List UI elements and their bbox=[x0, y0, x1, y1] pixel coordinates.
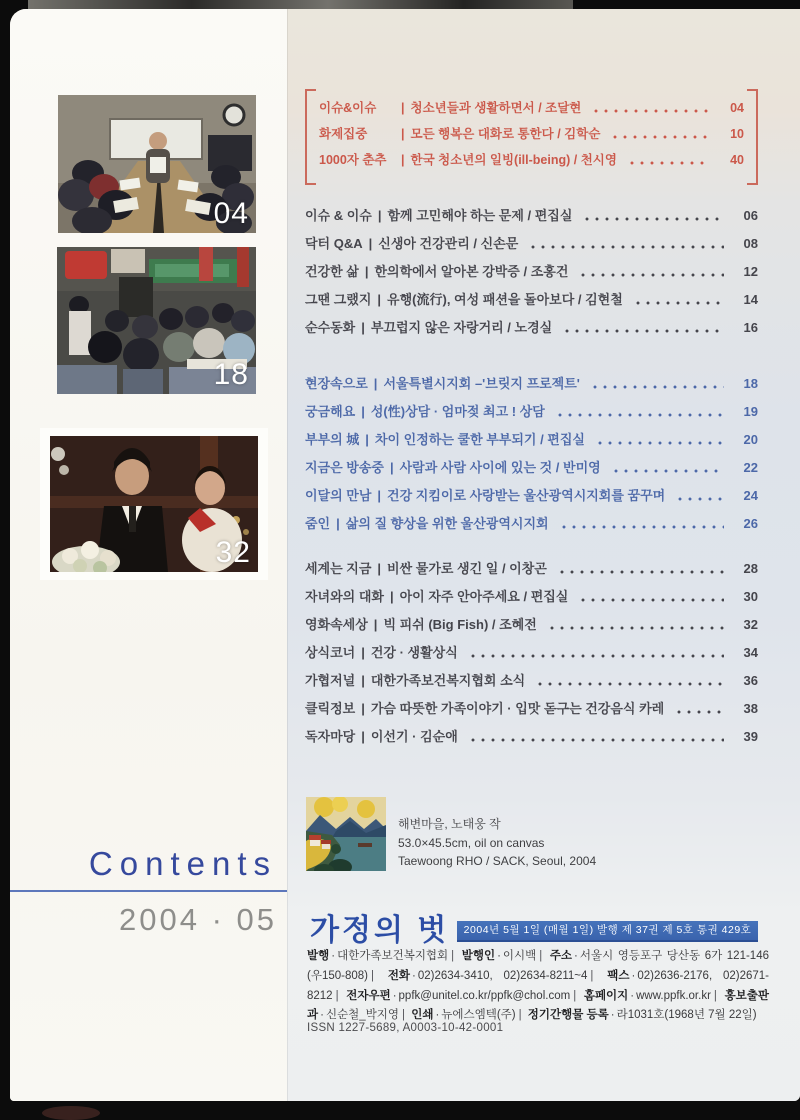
dotted-leader bbox=[674, 710, 724, 714]
toc-entry-separator: | bbox=[361, 729, 365, 744]
toc-entry-page: 28 bbox=[743, 561, 758, 576]
toc-entry-title: 비싼 물가로 생긴 일 / 이창곤 bbox=[387, 561, 547, 576]
toc-entry-page: 04 bbox=[730, 101, 744, 115]
toc-entry bbox=[305, 98, 758, 124]
toc-entry-title: 서울특별시지회 –'브릿지 프로젝트' bbox=[383, 376, 580, 391]
cover-artwork-block bbox=[306, 797, 596, 871]
toc-entry-label: 부부의 城 bbox=[305, 432, 360, 447]
issn-line: ISSN 1227-5689, A0003-10-42-0001 bbox=[307, 1022, 504, 1034]
toc-entry-label: 세계는 지금 bbox=[305, 561, 372, 576]
toc-section-chapter-news bbox=[305, 373, 758, 541]
toc-entry bbox=[305, 726, 758, 754]
toc-entry-separator: | bbox=[389, 460, 394, 475]
colophon-segment: 인쇄 · 뉴에스엠텍(주) | bbox=[411, 1009, 522, 1022]
toc-entry bbox=[305, 698, 758, 726]
toc-entry bbox=[305, 558, 758, 586]
toc-entry-separator: | bbox=[401, 153, 405, 167]
colophon-segment: 발행인 · 이시백 | bbox=[461, 950, 543, 962]
dotted-leader bbox=[590, 385, 724, 389]
toc-entry-page: 38 bbox=[743, 701, 758, 716]
toc-entry-separator: | bbox=[361, 701, 365, 716]
toc-entry-label: 자녀와의 대화 bbox=[305, 589, 384, 604]
red-bracket-left bbox=[305, 89, 316, 185]
toc-entry-label: 상식코너 bbox=[305, 645, 356, 660]
toc-entry-label: 영화속세상 bbox=[305, 617, 368, 632]
toc-entry-label: 1000자 춘추 bbox=[319, 153, 387, 167]
toc-entry-separator: | bbox=[365, 432, 369, 447]
toc-entry-label: 화제집중 bbox=[319, 127, 368, 141]
contents-wordmark: Contents bbox=[88, 845, 277, 882]
toc-entry-separator: | bbox=[389, 589, 394, 604]
toc-entry bbox=[305, 289, 758, 317]
toc-entry-separator: | bbox=[361, 673, 365, 688]
toc-entry bbox=[305, 642, 758, 670]
dotted-leader bbox=[562, 329, 724, 333]
toc-entry-label: 이달의 만남 bbox=[305, 488, 372, 503]
dotted-leader bbox=[578, 598, 724, 602]
toc-entry-label: 현장속으로 bbox=[305, 376, 368, 391]
photo-wedding-frame bbox=[40, 428, 268, 580]
toc-entry-label: 이슈 & 이슈 bbox=[305, 208, 372, 223]
toc-entry-page: 39 bbox=[743, 729, 758, 744]
toc-entry-title: 아이 자주 안아주세요 / 편집실 bbox=[399, 589, 569, 604]
dotted-leader bbox=[591, 109, 710, 113]
photo-street-fair bbox=[57, 247, 256, 394]
colophon-segment: 주소 · 서울시 영등포구 당산동 6가 121-146 (우150-808) | bbox=[307, 950, 769, 982]
toc-entry-title: 한국 청소년의 일빙(ill-being) / 천시영 bbox=[410, 153, 617, 167]
toc-entry-page: 32 bbox=[743, 617, 758, 632]
colophon-segment: 팩스 · 02)2636-2176, 02)2671-8212 | bbox=[307, 969, 770, 1002]
toc-entry bbox=[305, 150, 758, 176]
seaside-painting-illustration bbox=[306, 797, 386, 871]
toc-entry-page: 22 bbox=[743, 460, 758, 475]
colophon-segment: 전화 · 02)2634-3410, 02)2634-8211~4 | bbox=[387, 969, 594, 982]
issue-info-banner: 2004년 5월 1일 (매월 1일) 발행 제 37권 제 5호 통권 429호 bbox=[457, 921, 758, 942]
dotted-leader bbox=[675, 497, 724, 501]
artwork-size: 53.0×45.5cm, oil on canvas bbox=[398, 835, 545, 850]
photo-wedding-couple bbox=[50, 436, 258, 572]
toc-entry-separator: | bbox=[377, 292, 382, 307]
dotted-leader bbox=[547, 626, 724, 630]
toc-entry bbox=[305, 670, 758, 698]
toc-entry bbox=[305, 614, 758, 642]
toc-entry-separator: | bbox=[377, 208, 382, 223]
toc-entry-label: 독자마당 bbox=[305, 729, 356, 744]
dotted-leader bbox=[468, 654, 724, 658]
toc-entry-separator: | bbox=[361, 645, 365, 660]
toc-entry-label: 그땐 그랬지 bbox=[305, 292, 372, 307]
toc-entry-separator: | bbox=[373, 617, 378, 632]
toc-entry-title: 한의학에서 알아본 강박증 / 조홍건 bbox=[374, 264, 569, 279]
toc-entry-page: 19 bbox=[743, 404, 758, 419]
dotted-leader bbox=[528, 245, 724, 249]
colophon-segment: 홍보출판과 · 신순철_박지영 | bbox=[307, 989, 769, 1022]
toc-entry bbox=[305, 401, 758, 429]
dotted-leader bbox=[611, 469, 724, 473]
dotted-leader bbox=[627, 161, 710, 165]
toc-entry-title: 빅 피쉬 (Big Fish) / 조혜전 bbox=[383, 617, 537, 632]
toc-entry-label: 지금은 방송중 bbox=[305, 460, 384, 475]
toc-entry-page: 14 bbox=[743, 292, 758, 307]
photo-page-number: 04 bbox=[213, 197, 249, 230]
toc-entry-title: 부끄럽지 않은 자랑거리 / 노경실 bbox=[370, 320, 553, 335]
toc-entry-page: 08 bbox=[743, 236, 758, 251]
photo-meeting-room bbox=[58, 95, 256, 233]
toc-entry-label: 순수동화 bbox=[305, 320, 356, 335]
toc-entry-page: 06 bbox=[743, 208, 758, 223]
dotted-leader bbox=[468, 738, 724, 742]
toc-entry-separator: | bbox=[373, 376, 378, 391]
toc-entry bbox=[305, 457, 758, 485]
toc-entry-page: 10 bbox=[730, 127, 744, 141]
toc-entry-title: 삶의 질 향상을 위한 울산광역시지회 bbox=[345, 516, 549, 531]
toc-entry bbox=[305, 317, 758, 345]
toc-entry-title: 사람과 사람 사이에 있는 것 / 반미영 bbox=[399, 460, 601, 475]
toc-entry-title: 청소년들과 생활하면서 / 조달현 bbox=[410, 101, 582, 115]
seaside-painting-thumbnail bbox=[306, 797, 386, 871]
toc-entry-label: 닥터 Q&A bbox=[305, 236, 363, 251]
left-column bbox=[10, 9, 287, 1101]
toc-entry-separator: | bbox=[377, 561, 382, 576]
magazine-contents-page bbox=[10, 9, 800, 1101]
dotted-leader bbox=[557, 570, 724, 574]
toc-entry-separator: | bbox=[368, 236, 373, 251]
toc-entry-title: 함께 고민해야 하는 문제 / 편집실 bbox=[387, 208, 573, 223]
toc-section-general bbox=[305, 205, 758, 345]
toc-entry bbox=[305, 205, 758, 233]
toc-entry-title: 대한가족보건복지협회 소식 bbox=[370, 673, 526, 688]
dotted-leader bbox=[578, 273, 724, 277]
toc-entry-title: 가슴 따뜻한 가족이야기 · 입맛 돋구는 건강음식 카레 bbox=[370, 701, 665, 716]
toc-entry-separator: | bbox=[401, 101, 405, 115]
toc-entry-label: 이슈&이슈 bbox=[319, 101, 377, 115]
toc-section-culture bbox=[305, 558, 758, 754]
toc-entry-title: 건강 · 생활상식 bbox=[370, 645, 458, 660]
scan-edge-top bbox=[28, 0, 573, 9]
colophon-segment: 홈페이지 · www.ppfk.or.kr | bbox=[583, 989, 717, 1002]
dotted-leader bbox=[559, 525, 724, 529]
toc-entry bbox=[305, 373, 758, 401]
toc-entry-title: 차이 인정하는 쿨한 부부되기 / 편집실 bbox=[374, 432, 585, 447]
toc-entry-separator: | bbox=[364, 264, 369, 279]
toc-entry-page: 30 bbox=[743, 589, 758, 604]
toc-entry-page: 36 bbox=[743, 673, 758, 688]
toc-entry-label: 건강한 삶 bbox=[305, 264, 359, 279]
toc-entry-label: 줌인 bbox=[305, 516, 331, 531]
toc-entry-page: 12 bbox=[743, 264, 758, 279]
toc-entry bbox=[305, 429, 758, 457]
artwork-title: 해변마을, 노태웅 작 bbox=[398, 817, 501, 832]
artwork-credit: Taewoong RHO / SACK, Seoul, 2004 bbox=[398, 854, 597, 869]
toc-entry-page: 24 bbox=[743, 488, 758, 503]
toc-entry-separator: | bbox=[336, 516, 340, 531]
toc-entry-separator: | bbox=[361, 320, 365, 335]
toc-entry-title: 모든 행복은 대화로 통한다 / 김학순 bbox=[410, 127, 601, 141]
toc-entry-title: 건강 지킴이로 사랑받는 울산광역시지회를 꿈꾸며 bbox=[387, 488, 666, 503]
magazine-title: 가정의 벗 bbox=[310, 914, 450, 947]
toc-entry-page: 20 bbox=[743, 432, 758, 447]
dotted-leader bbox=[582, 217, 724, 221]
toc-entry bbox=[305, 586, 758, 614]
toc-entry bbox=[305, 261, 758, 289]
featured-toc-box bbox=[305, 89, 758, 185]
dotted-leader bbox=[555, 413, 724, 417]
dotted-leader bbox=[633, 301, 724, 305]
toc-entry-page: 16 bbox=[743, 320, 758, 335]
toc-entry-label: 클릭정보 bbox=[305, 701, 356, 716]
toc-entry-title: 신생아 건강관리 / 신손문 bbox=[378, 236, 519, 251]
photo-page-number: 18 bbox=[213, 358, 249, 391]
toc-entry bbox=[305, 233, 758, 261]
toc-entry-label: 가협저널 bbox=[305, 673, 356, 688]
toc-entry bbox=[305, 513, 758, 541]
issue-date: 2004 · 05 bbox=[119, 902, 277, 937]
photo-page-number: 32 bbox=[215, 536, 251, 569]
red-bracket-right bbox=[747, 89, 758, 185]
toc-entry-label: 궁금해요 bbox=[305, 404, 356, 419]
toc-entry-page: 34 bbox=[743, 645, 758, 660]
artwork-caption bbox=[398, 815, 596, 871]
toc-entry-page: 40 bbox=[730, 153, 744, 167]
toc-entry-separator: | bbox=[377, 488, 382, 503]
toc-entry-page: 26 bbox=[743, 516, 758, 531]
toc-entry bbox=[305, 485, 758, 513]
toc-entry-title: 성(性)상담 · 엄마젖 최고 ! 상담 bbox=[370, 404, 545, 419]
dotted-leader bbox=[595, 441, 724, 445]
publisher-info bbox=[307, 947, 769, 1026]
contents-divider-line bbox=[10, 890, 287, 892]
toc-entry-title: 이선기 · 김순애 bbox=[370, 729, 458, 744]
toc-entry-title: 유행(流行), 여성 패션을 돌아보다 / 김현철 bbox=[387, 292, 623, 307]
toc-entry-page: 18 bbox=[743, 376, 758, 391]
toc-entry-separator: | bbox=[401, 127, 405, 141]
dotted-leader bbox=[610, 135, 710, 139]
colophon-segment: 발행 · 대한가족보건복지협회 | bbox=[307, 950, 455, 962]
colophon-segment: 정기간행물 등록 · 라1031호(1968년 7월 22일) bbox=[527, 1009, 757, 1022]
colophon-segment: 전자우편 · ppfk@unitel.co.kr/ppfk@chol.com | bbox=[346, 989, 577, 1002]
toc-entry-separator: | bbox=[361, 404, 365, 419]
dotted-leader bbox=[535, 682, 724, 686]
scan-edge-bottom-corner bbox=[42, 1106, 100, 1120]
toc-entry bbox=[305, 124, 758, 150]
